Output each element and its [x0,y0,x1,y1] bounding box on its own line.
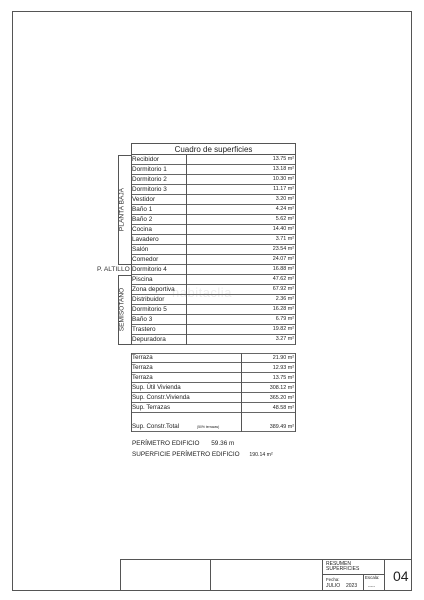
group-label-planta-baja: PLANTA BAJA [118,187,126,232]
table-row [131,155,296,165]
table-row [131,205,296,215]
room-area: 2.36 m² [275,296,294,302]
table-row [131,185,296,195]
table-row [131,275,296,285]
table-row [131,305,296,315]
room-name: Baño 1 [132,206,153,213]
room-name: Dormitorio 3 [132,186,167,193]
room-area: 23.54 m² [272,246,294,252]
room-area: 3.27 m² [275,336,294,342]
room-area: 16.88 m² [272,266,294,272]
summary-area: 389.49 m² [269,424,294,430]
summary-name: Sup. Útil Vivienda [132,384,181,391]
table-row [131,165,296,175]
title-block-split-v [363,574,364,591]
room-area: 3.20 m² [275,196,294,202]
room-name: Dormitorio 2 [132,176,167,183]
summary-mid-border [241,353,242,432]
summary-right-border [295,353,296,432]
summary-row [131,363,296,373]
table-row [131,255,296,265]
escala-label: Escala: [365,575,380,580]
summary-row [131,373,296,383]
room-area: 67.92 m² [272,286,294,292]
summary-left-border [131,353,132,432]
room-area: 16.28 m² [272,306,294,312]
surface-table [131,143,296,433]
summary-name: Terraza [132,374,153,381]
room-area: 3.71 m² [275,236,294,242]
room-area: 19.82 m² [272,326,294,332]
room-area: 5.62 m² [275,216,294,222]
left-border [131,155,132,345]
title-line-1: RESUMEN [326,561,352,567]
summary-area: 308.12 m² [269,385,294,391]
table-row [131,335,296,345]
room-name: Salón [132,246,149,253]
table-row [131,245,296,255]
room-name: Cocina [132,226,152,233]
table-row [131,295,296,305]
perimetro-label: PERÍMETRO EDIFICIO [132,440,200,447]
group-label-semisotano: SEMISOTANO [118,287,126,332]
room-area: 10.30 m² [272,176,294,182]
summary-row [131,413,296,432]
room-name: Vestidor [132,196,156,203]
perimetro-value: 59.36 m [211,440,235,447]
room-name: Baño 2 [132,216,153,223]
table-row [131,195,296,205]
room-area: 11.17 m² [273,186,294,192]
table-title: Cuadro de superficies [131,143,296,155]
summary-row [131,353,296,363]
summary-name: Terraza [132,364,153,371]
table-row [131,265,296,275]
table-row [131,315,296,325]
room-name: Recibidor [132,156,159,163]
room-name: Zona deportiva [132,286,175,293]
right-border [295,155,296,345]
room-name: Distribuidor [132,296,165,303]
escala-value: ----- [368,584,375,589]
summary-area: 12.93 m² [272,365,294,371]
summary-area: 21.90 m² [272,355,294,361]
fecha-label: Fecha: [326,577,340,582]
fecha-year: 2023 [346,583,358,589]
summary-area: 365.20 m² [269,395,294,401]
perimetro-edificio [132,440,234,447]
room-area: 6.79 m² [275,316,294,322]
summary-row [131,383,296,393]
fecha-month: JULIO [326,583,341,589]
title-block-cell-1 [121,560,211,591]
superficie-perimetro-label: SUPERFICIE PERÍMETRO EDIFICIO [132,451,240,458]
summary-area: 13.75 m² [272,375,294,381]
room-name: Piscina [132,276,153,283]
room-name: Depuradora [132,336,166,343]
title-block [120,559,412,591]
room-name: Dormitorio 1 [132,166,167,173]
room-name: Lavadero [132,236,159,243]
summary-name: Sup. Constr.Vivienda [132,394,190,401]
summary-name: Sup. Constr.Total [132,423,180,430]
summary-area: 48.58 m² [272,405,294,411]
title-line-2: SUPERFICIES [326,566,360,572]
table-row [131,235,296,245]
room-area: 24.07 m² [272,256,294,262]
room-name: Baño 3 [132,316,153,323]
table-row [131,215,296,225]
summary-name: Terraza [132,354,153,361]
room-area: 14.40 m² [272,226,294,232]
watermark: habitaclia [172,285,232,300]
title-block-cell-2 [211,560,323,591]
summary-row [131,403,296,413]
sheet-number: 04 [393,568,409,584]
summary-note: (50% terrazas) [197,425,220,429]
summary-row [131,393,296,403]
room-name: Dormitorio 4 [132,266,167,273]
summary-name: Sup. Terrazas [132,404,171,411]
value-column-divider [186,155,187,345]
group-label-p-altillo: P. ALTILLO [97,266,130,273]
room-name: Trastero [132,326,156,333]
room-area: 4.24 m² [275,206,294,212]
room-name: Dormitorio 5 [132,306,167,313]
superficie-perimetro-value: 190.14 m² [249,452,273,458]
room-area: 13.75 m² [272,156,294,162]
table-row [131,175,296,185]
room-area: 47.62 m² [272,276,294,282]
table-row [131,325,296,335]
room-area: 13.18 m² [272,166,294,172]
table-row [131,285,296,295]
room-name: Comedor [132,256,159,263]
superficie-perimetro [132,451,273,458]
table-row [131,225,296,235]
